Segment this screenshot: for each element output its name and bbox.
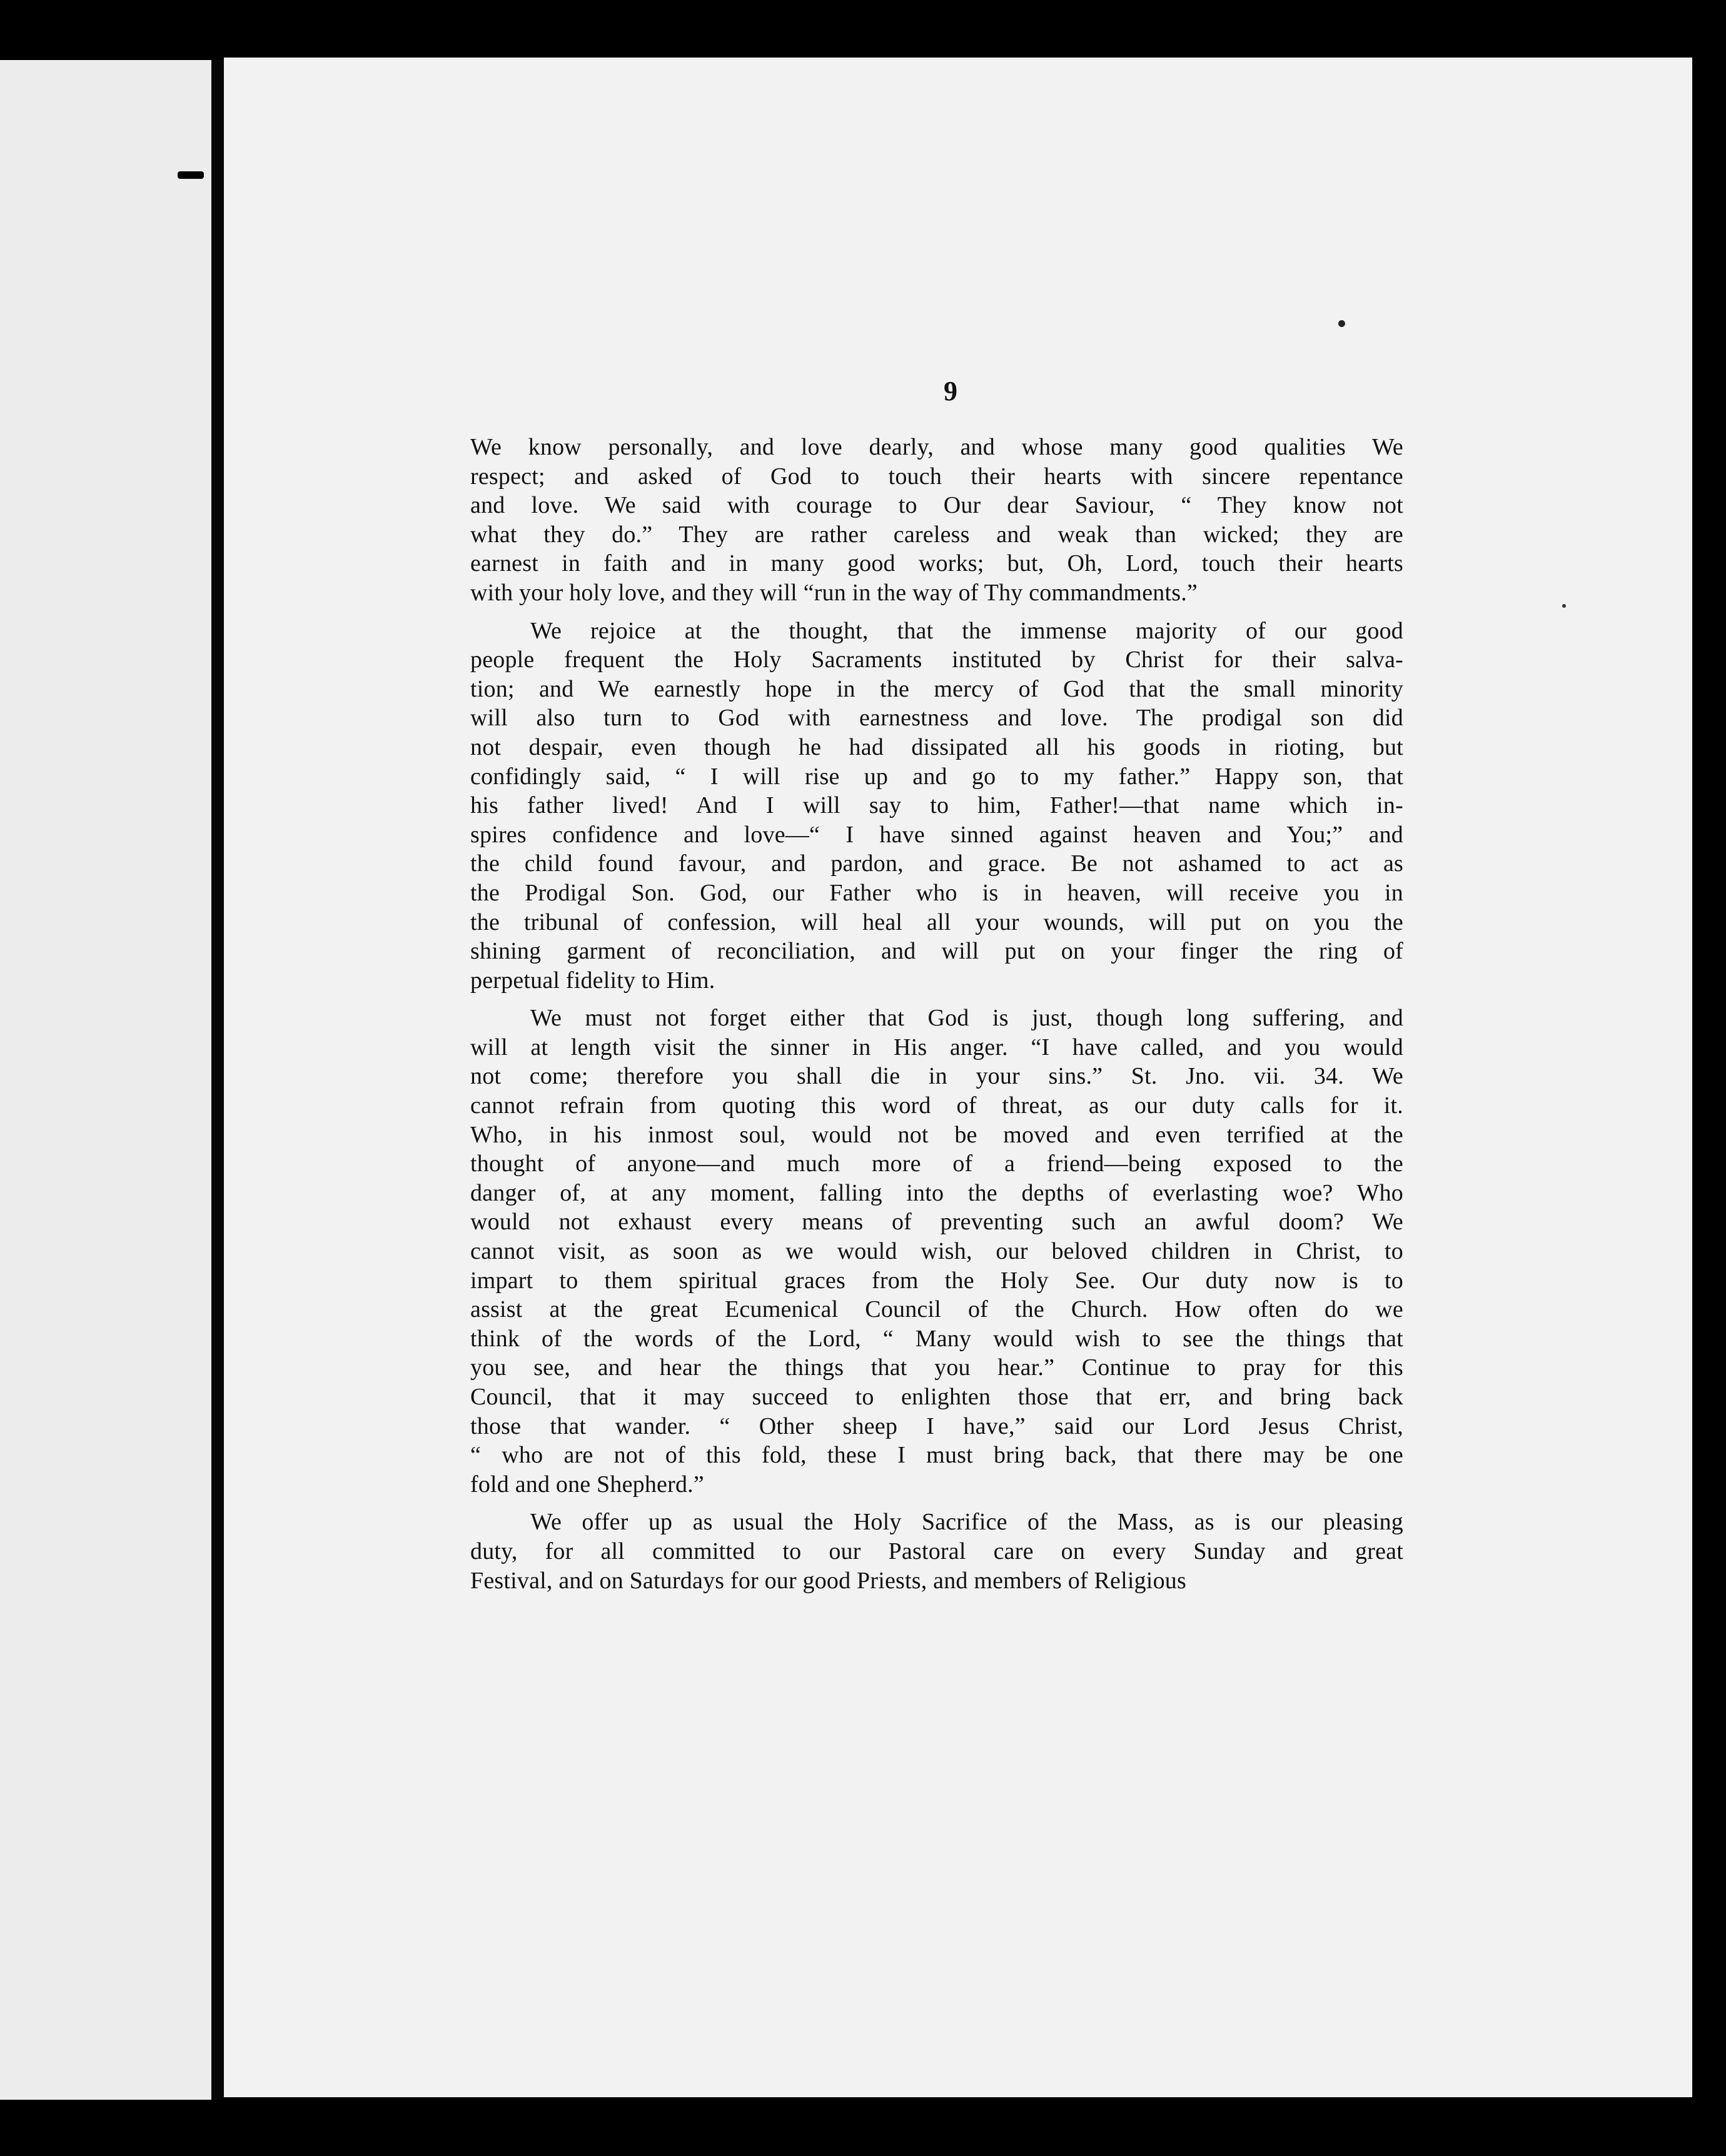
text-line: people frequent the Holy Sacraments instituted by Christ for their salva-: [470, 647, 1403, 673]
page-dot-mark: [1338, 320, 1345, 327]
text-line: not come; therefore you shall die in your sins.” St. Jno. vii. 34. We: [470, 1063, 1403, 1090]
text-line: with your holy love, and they will “run in the way of Thy commandments.”: [470, 579, 1198, 606]
text-line: cannot refrain from quoting this word of threat, as our duty calls for it.: [470, 1092, 1403, 1119]
margin-dot-mark: [1562, 604, 1566, 608]
left-page-edge: [0, 60, 211, 2100]
text-line: respect; and asked of God to touch their hearts with sincere repentance: [470, 463, 1403, 490]
text-line: what they do.” They are rather careless and weak than wicked; they are: [470, 521, 1403, 548]
text-line: his father lived! And I will say to him, Father!—that name which in-: [470, 792, 1403, 819]
text-line: We rejoice at the thought, that the immense majority of our good: [530, 617, 1403, 644]
text-line: not despair, even though he had dissipated all his goods in rioting, but: [470, 733, 1403, 760]
left-page-mark: [178, 171, 204, 179]
text-line: We offer up as usual the Holy Sacrifice of the Mass, as is our pleasing: [530, 1509, 1403, 1536]
text-line: Festival, and on Saturdays for our good Priests, and members of Religious: [470, 1567, 1186, 1594]
text-line: assist at the great Ecumenical Council of the Church. How often do we: [470, 1296, 1403, 1323]
text-line: the child found favour, and pardon, and grace. Be not ashamed to act as: [470, 850, 1403, 877]
paragraph: [470, 433, 1403, 608]
page-number: 9: [944, 376, 957, 406]
text-line: confidingly said, “ I will rise up and go to my father.” Happy son, that: [470, 763, 1403, 790]
text-line: fold and one Shepherd.”: [470, 1471, 704, 1498]
text-line: danger of, at any moment, falling into the depths of everlasting woe? Who: [470, 1179, 1403, 1206]
text-line: tion; and We earnestly hope in the mercy of God that the small minority: [470, 675, 1403, 702]
text-line: thought of anyone—and much more of a friend—being exposed to the: [470, 1151, 1403, 1177]
text-line: those that wander. “ Other sheep I have,” said our Lord Jesus Christ,: [470, 1413, 1403, 1439]
body-text: [470, 433, 1403, 1604]
text-line: “ who are not of this fold, these I must bring back, that there may be one: [470, 1442, 1403, 1469]
page-gutter: [211, 60, 224, 2100]
text-line: the Prodigal Son. God, our Father who is in heaven, will receive you in: [470, 879, 1403, 906]
paragraph: [470, 1004, 1403, 1499]
text-line: you see, and hear the things that you hear.” Continue to pray for this: [470, 1354, 1403, 1381]
text-line: We know personally, and love dearly, and whose many good qualities We: [470, 434, 1403, 460]
text-line: shining garment of reconciliation, and will put on your finger the ring of: [470, 938, 1403, 965]
text-line: Council, that it may succeed to enlighten those that err, and bring back: [470, 1384, 1403, 1410]
text-line: and love. We said with courage to Our dear Saviour, “ They know not: [470, 492, 1403, 519]
text-line: We must not forget either that God is just, though long suffering, and: [530, 1005, 1403, 1032]
text-line: cannot visit, as soon as we would wish, our beloved children in Christ, to: [470, 1238, 1403, 1265]
text-line: would not exhaust every means of preventing such an awful doom? We: [470, 1209, 1403, 1236]
text-line: duty, for all committed to our Pastoral care on every Sunday and great: [470, 1538, 1403, 1564]
text-line: the tribunal of confession, will heal all your wounds, will put on you the: [470, 909, 1403, 935]
text-line: will at length visit the sinner in His anger. “I have called, and you would: [470, 1034, 1403, 1060]
text-line: impart to them spiritual graces from the Holy See. Our duty now is to: [470, 1267, 1403, 1294]
paragraph: [470, 1508, 1403, 1595]
text-line: Who, in his inmost soul, would not be moved and even terrified at the: [470, 1121, 1403, 1148]
text-line: spires confidence and love—“ I have sinned against heaven and You;” and: [470, 821, 1403, 848]
text-line: perpetual fidelity to Him.: [470, 967, 715, 994]
paragraph: [470, 617, 1403, 995]
text-line: will also turn to God with earnestness and love. The prodigal son did: [470, 705, 1403, 732]
text-line: earnest in faith and in many good works; but, Oh, Lord, touch their hearts: [470, 550, 1403, 577]
text-line: think of the words of the Lord, “ Many would wish to see the things that: [470, 1325, 1403, 1352]
